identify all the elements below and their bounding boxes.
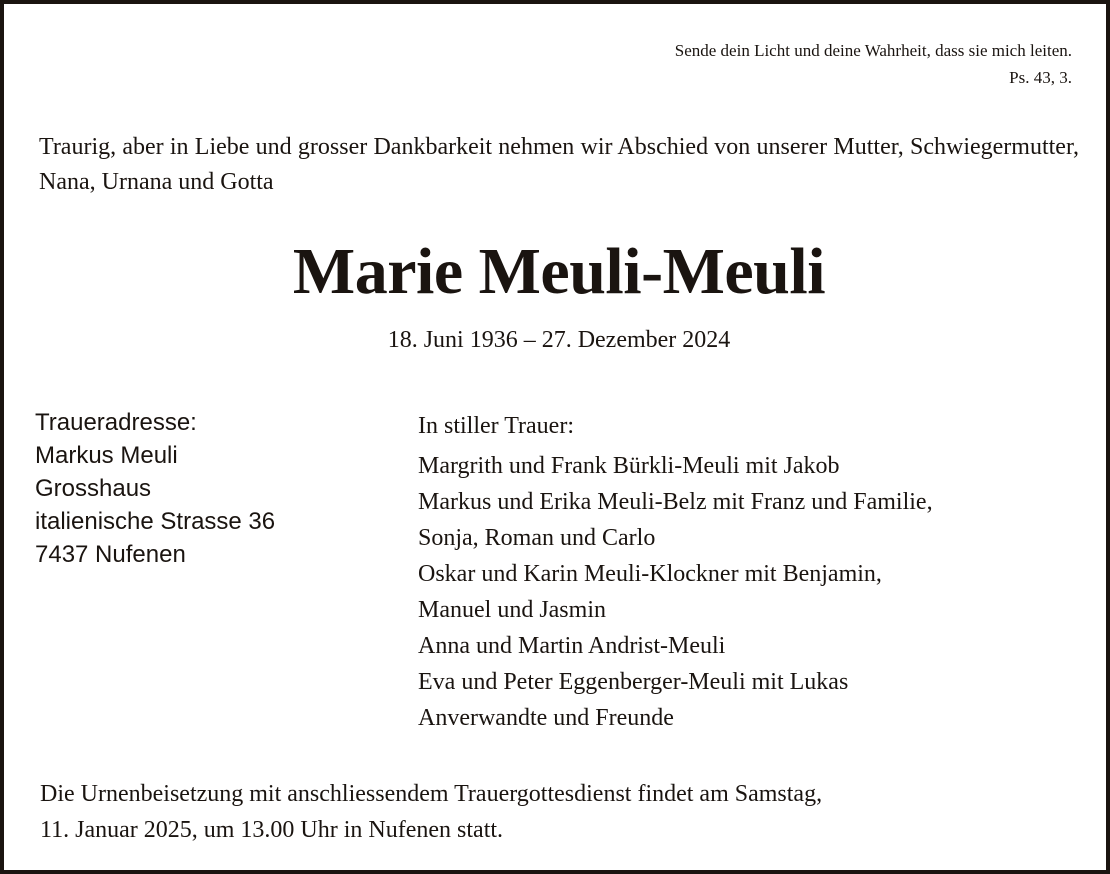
service-line: 11. Januar 2025, um 13.00 Uhr in Nufenen statt.: [40, 817, 504, 843]
life-dates: 18. Juni 1936 – 27. Dezember 2024: [387, 327, 731, 353]
mourner-line: Markus und Erika Meuli-Belz mit Franz und Familie,: [418, 489, 933, 515]
address-line: Grosshaus: [35, 475, 152, 502]
intro-paragraph: Traurig, aber in Liebe und grosser Dankbarkeit nehmen wir Abschied von unserer Mutter, Schwiegermutter, Nana, Urnana und Gotta: [39, 134, 1079, 195]
mourners-heading: In stiller Trauer:: [418, 413, 574, 439]
service-line: Die Urnenbeisetzung mit anschliessendem Trauergottesdienst findet am Samstag,: [40, 781, 823, 807]
funeral-service-info: [40, 776, 1040, 848]
mourning-address: [35, 406, 275, 571]
verse-reference: Ps. 43, 3.: [1009, 68, 1072, 87]
address-label: Traueradresse:: [35, 409, 197, 436]
mourner-line: Anverwandte und Freunde: [418, 705, 674, 731]
bible-verse: [675, 37, 1072, 91]
mourner-line: Margrith und Frank Bürkli-Meuli mit Jakob: [418, 453, 840, 479]
mourner-line: Manuel und Jasmin: [418, 597, 606, 623]
address-line: 7437 Nufenen: [35, 541, 186, 568]
mourner-line: Anna und Martin Andrist-Meuli: [418, 633, 726, 659]
mourners-list: [418, 408, 933, 736]
deceased-name: Marie Meuli-Meuli: [292, 235, 826, 308]
mourner-line: Sonja, Roman und Carlo: [418, 525, 656, 551]
address-line: Markus Meuli: [35, 442, 178, 469]
address-line: italienische Strasse 36: [35, 508, 276, 535]
verse-text: Sende dein Licht und deine Wahrheit, dass sie mich leiten.: [674, 41, 1072, 60]
mourner-line: Oskar und Karin Meuli-Klockner mit Benjamin,: [418, 561, 882, 587]
mourner-line: Eva und Peter Eggenberger-Meuli mit Lukas: [418, 669, 849, 695]
